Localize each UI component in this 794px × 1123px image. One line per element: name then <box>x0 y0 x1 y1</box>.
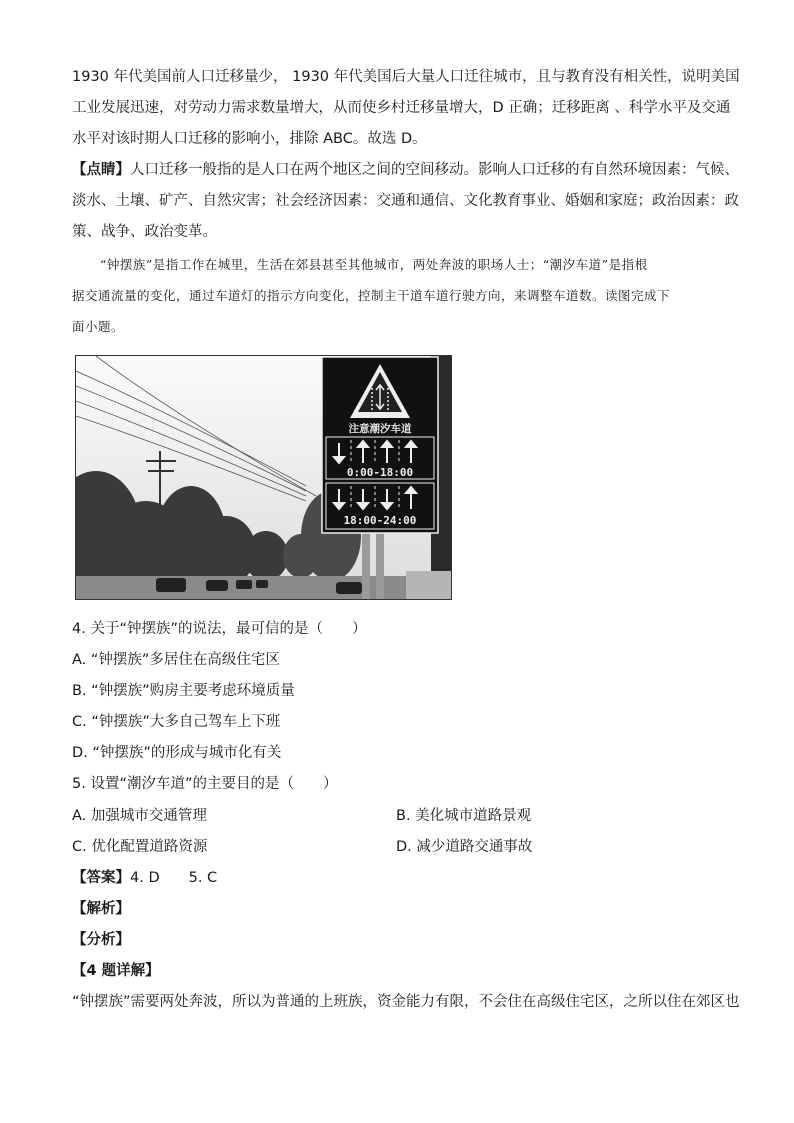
q4-stem: 4. 关于“钟摆族”的说法，最可信的是（ ） <box>72 621 367 637</box>
dianjing-text: 人口迁移一般指的是人口在两个地区之间的空间移动。影响人口迁移的有自然环境因素：气候、 <box>130 162 739 178</box>
tidal-lane-photo <box>75 355 452 600</box>
q4-option-c: C. “钟摆族”大多自己驾车上下班 <box>72 714 281 730</box>
sign-title: 注意潮汐车道 <box>348 423 412 435</box>
answer-tag: 【答案】 <box>72 870 130 886</box>
text-line-6: 策、战争、政治变革。 <box>72 224 217 240</box>
detail-tag: 【4 题详解】 <box>72 963 160 979</box>
sign-time-1: 0:00-18:00 <box>346 466 414 479</box>
text-line-1: 1930 年代美国前人口迁移量少， 1930 年代美国后大量人口迁往城市，且与教育没有相关性，说明美国 <box>72 69 740 85</box>
answer-text: 4. D 5. C <box>130 870 218 886</box>
q5-option-b: B. 美化城市道路景观 <box>396 808 532 824</box>
q5-option-d: D. 减少道路交通事故 <box>396 839 533 855</box>
material-line-1: “钟摆族”是指工作在城里，生活在郊县甚至其他城市，两处奔波的职场人士；“潮汐车道”是指根 <box>100 257 648 272</box>
material-line-2: 据交通流量的变化，通过车道灯的指示方向变化，控制主干道车道行驶方向，来调整车道数。读图完成下 <box>72 288 671 303</box>
sign-time-2: 18:00-24:00 <box>343 514 417 527</box>
q4-option-a: A. “钟摆族”多居住在高级住宅区 <box>72 652 280 668</box>
text-line-2: 工业发展迅速，对劳动力需求数量增大，从而使乡村迁移量增大，D 正确；迁移距离 、科学水平及交通 <box>72 100 731 116</box>
text-line-5: 淡水、土壤、矿产、自然灾害；社会经济因素：交通和通信、文化教育事业、婚姻和家庭；政治因素：政 <box>72 193 739 209</box>
fenxi-tag: 【分析】 <box>72 932 130 948</box>
text-line-3: 水平对该时期人口迁移的影响小，排除 ABC。故选 D。 <box>72 131 427 147</box>
q5-option-a: A. 加强城市交通管理 <box>72 808 207 824</box>
detail-text-line: “钟摆族”需要两处奔波，所以为普通的上班族，资金能力有限，不会住在高级住宅区，之所以住在郊区也 <box>72 994 740 1010</box>
text-line-4 <box>72 160 739 180</box>
q5-stem: 5. 设置“潮汐车道”的主要目的是（ ） <box>72 776 338 792</box>
q5-option-c: C. 优化配置道路资源 <box>72 839 208 855</box>
material-line-3: 面小题。 <box>72 319 125 334</box>
q4-option-b: B. “钟摆族”购房主要考虑环境质量 <box>72 683 295 699</box>
analysis-tag: 【解析】 <box>72 901 130 917</box>
photo-scene <box>76 356 451 599</box>
tidal-lane-sign <box>322 357 438 533</box>
answer-line <box>72 868 217 888</box>
dianjing-tag: 【点睛】 <box>72 162 130 178</box>
q4-option-d: D. “钟摆族”的形成与城市化有关 <box>72 745 282 761</box>
